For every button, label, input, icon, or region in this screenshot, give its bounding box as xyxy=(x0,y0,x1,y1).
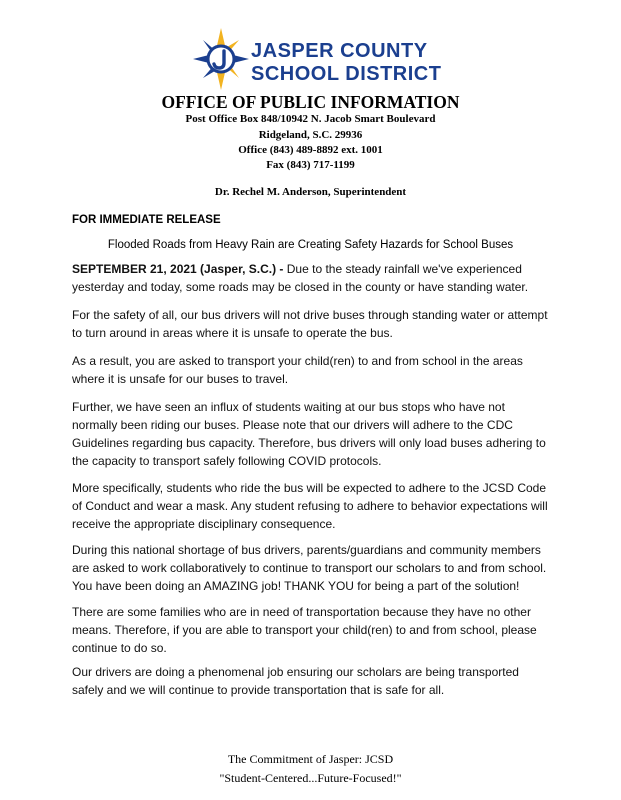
paragraph: There are some families who are in need of transportation because they have no other means. Therefore, if you are able to transport your child(ren) to and from school, please continue to do so. xyxy=(72,605,537,655)
lead-paragraph xyxy=(72,260,552,296)
footer-commitment: The Commitment of Jasper: JCSD xyxy=(227,752,394,766)
paragraph: Further, we have seen an influx of students waiting at our bus stops who have not normally been riding our buses. Please note that our drivers will adhere to the CDC Guidelines regarding bus capacity. Therefore, bus drivers will only load buses adhering to the capacity to transport safely following COVID protocols. xyxy=(72,400,546,468)
paragraph: More specifically, students who ride the bus will be expected to adhere to the JCSD Code of Conduct and wear a mask. Any student refusing to adhere to behavior expectations will receive the appropriate disciplinary consequence. xyxy=(72,481,548,531)
footer-slogan: "Student-Centered...Future-Focused!" xyxy=(219,771,402,785)
paragraph: During this national shortage of bus drivers, parents/guardians and community members are asked to work collaboratively to continue to transport our scholars to and from school. You have been doing an AMAZING job! THANK YOU for being a part of the solution! xyxy=(72,543,547,593)
release-headline: Flooded Roads from Heavy Rain are Creating Safety Hazards for School Buses xyxy=(107,239,514,251)
district-logo xyxy=(193,28,442,92)
office-title: OFFICE OF PUBLIC INFORMATION xyxy=(161,92,460,112)
office-phone: Office (843) 489-8892 ext. 1001 xyxy=(238,144,383,156)
superintendent: Dr. Rechel M. Anderson, Superintendent xyxy=(214,186,407,198)
address-line-2: Ridgeland, S.C. 29936 xyxy=(258,129,363,141)
fax-number: Fax (843) 717-1199 xyxy=(266,159,355,171)
address-line-1: Post Office Box 848/10942 N. Jacob Smart Boulevard xyxy=(185,113,436,125)
paragraph: As a result, you are asked to transport your child(ren) to and from school in the areas where it is unsafe for our buses to travel. xyxy=(72,354,523,386)
paragraph: Our drivers are doing a phenomenal job ensuring our scholars are being transported safely and we will continue to provide transportation that is safe for all. xyxy=(72,665,519,697)
paragraph: For the safety of all, our bus drivers will not drive buses through standing water or attempt to turn around in areas where it is unsafe to operate the bus. xyxy=(72,308,548,340)
logo-text-line2: SCHOOL DISTRICT xyxy=(251,63,442,85)
lead-text: Due to the steady rainfall we've experienced yesterday and today, some roads may be closed in the county or have standing water. xyxy=(72,262,529,294)
dateline: SEPTEMBER 21, 2021 (Jasper, S.C.) xyxy=(72,262,277,276)
compass-star-j-logo-icon xyxy=(193,28,249,90)
release-label: FOR IMMEDIATE RELEASE xyxy=(72,214,221,226)
logo-text-line1: JASPER COUNTY xyxy=(251,40,428,62)
dateline-separator: - xyxy=(276,262,287,276)
